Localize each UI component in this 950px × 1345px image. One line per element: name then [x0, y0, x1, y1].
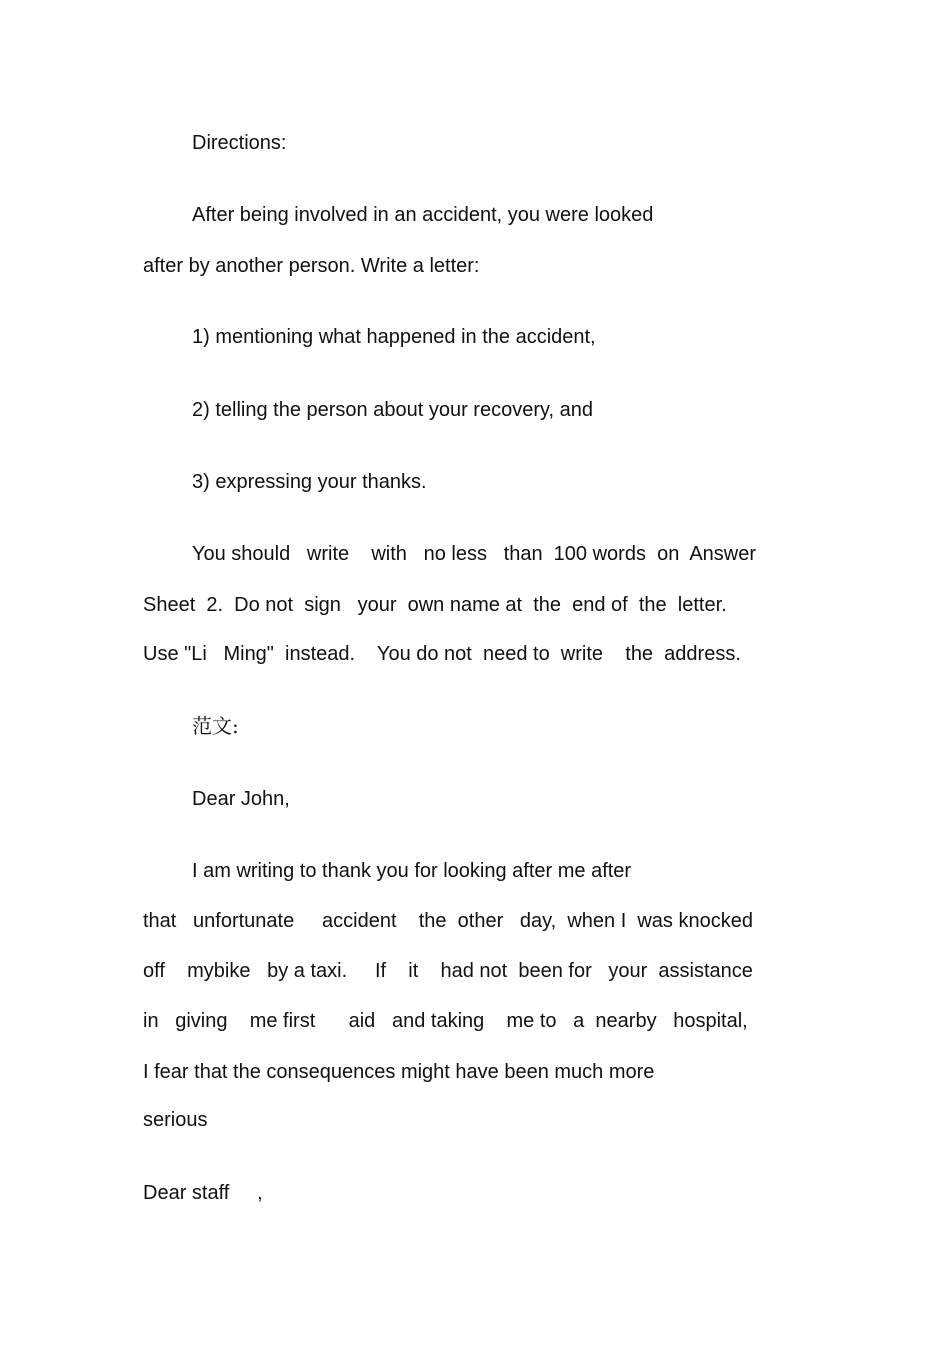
instruction-line-2: Sheet 2. Do not sign your own name at the end of the letter. [143, 594, 727, 616]
task-line-2: after by another person. Write a letter: [143, 255, 480, 277]
task-line-1: After being involved in an accident, you were looked [192, 204, 654, 226]
instruction-line-1: You should write with no less than 100 words on Answer [192, 543, 757, 565]
point-3: 3) expressing your thanks. [192, 471, 427, 493]
salutation: Dear John, [192, 788, 290, 810]
body-line-6: serious [143, 1109, 208, 1131]
body-line-4: in giving me first aid and taking me to a nearby hospital, [143, 1010, 748, 1032]
second-salutation: Dear staff , [143, 1182, 263, 1204]
point-1: 1) mentioning what happened in the accident, [192, 326, 596, 348]
body-line-2: that unfortunate accident the other day, when I was knocked [143, 910, 753, 932]
body-line-1: I am writing to thank you for looking after me after [192, 860, 632, 882]
body-line-5: I fear that the consequences might have been much more [143, 1061, 655, 1083]
point-2: 2) telling the person about your recovery, and [192, 399, 593, 421]
instruction-line-3: Use "Li Ming" instead. You do not need to write the address. [143, 643, 741, 665]
directions-heading: Directions: [192, 132, 287, 154]
sample-label: 范文: [192, 714, 239, 738]
body-line-3: off mybike by a taxi. If it had not been for your assistance [143, 960, 753, 982]
